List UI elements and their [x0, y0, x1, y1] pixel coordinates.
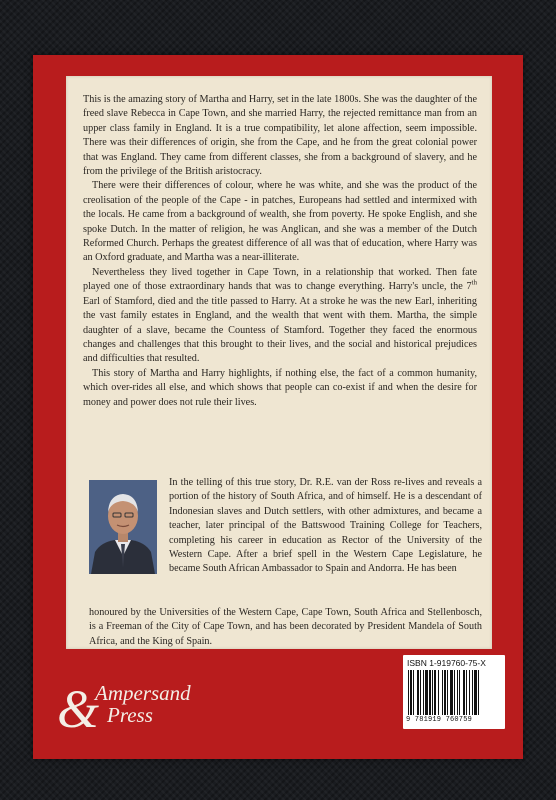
barcode-bar — [469, 670, 470, 715]
barcode-bar — [442, 670, 443, 715]
barcode-bar — [450, 670, 453, 715]
barcode-bar — [417, 670, 419, 715]
text-panel — [66, 76, 492, 649]
ordinal-suffix: th — [471, 278, 477, 287]
publisher-name-line-2: Press — [107, 703, 153, 727]
publisher-name-line-1: Ampersand — [95, 681, 191, 705]
author-bio-top: In the telling of this true story, Dr. R.E. van der Ross re-lives and reveals a portion of the history of South Africa, and of himself. He is a descendant of Indonesian slaves and Dutch settlers, with other admixtures, and became a teacher, later principal of the Battswood Training College for Teachers, completing his career in education as Rector of the University of the Western Cape. After a brief spell in the Western Cape Legislature, he became South African Ambassador to Spain and Andorra. He has been — [169, 477, 482, 575]
author-photo — [89, 480, 157, 574]
barcode-bar — [474, 670, 477, 715]
barcode-bar — [420, 670, 421, 715]
barcode-bar — [408, 670, 409, 715]
barcode-bar — [434, 670, 436, 715]
synopsis-paragraph-2: There were their differences of colour, where he was white, and she was the product of the creolisation of the people of the Cape - in patches, Europeans had settled and intermixed with the locals. He came from a background of wealth, she from poverty. He spoke English, and she spoke Dutch. In the matter of religion, he was Anglican, and she was a member of the Dutch Reformed Church. Perhaps the greatest difference of all was that of education, where Harry was an Oxford graduate, and Martha was a near-illiterate. — [83, 180, 477, 264]
publisher-logo — [57, 677, 247, 737]
synopsis-paragraph-4: This story of Martha and Harry highlights, if nothing else, the fact of a common humanity, which over-rides all else, and which shows that people can co-exist if and when the desire for money and power does not rule their lives. — [83, 367, 477, 408]
barcode-digits: 9 781919 760759 — [406, 716, 473, 724]
barcode-bars — [408, 670, 500, 715]
barcode-bar — [457, 670, 458, 715]
isbn-label: ISBN 1-919760-75-X — [407, 658, 486, 668]
synopsis-paragraph-3-start: Nevertheless they lived together in Cape Town, in a relationship that worked. Then fate played one of those extraordinary hands that was to change everything. Harry's uncle, the 7 — [83, 266, 477, 293]
barcode-bar — [425, 670, 428, 715]
synopsis-paragraph-3 — [83, 266, 477, 367]
synopsis-paragraph-3-end: Earl of Stamford, died and the title passed to Harry. At a stroke he was the new Earl, inheriting the vast family estates in England, and the wealth that went with them. Martha, the simple daughter of a slave, became the Countess of Stamford. Together they faced the enormous changes and challenges that this brought to their lives, and the social and historical prejudices and difficulties that resulted. — [83, 295, 477, 365]
barcode-bar — [472, 670, 473, 715]
barcode-bar — [429, 670, 431, 715]
barcode-bar — [444, 670, 446, 715]
barcode-bar — [447, 670, 448, 715]
book-back-cover — [33, 55, 523, 759]
barcode-bar — [459, 670, 460, 715]
barcode-bar — [466, 670, 467, 715]
barcode-bar — [438, 670, 439, 715]
barcode-bar — [454, 670, 455, 715]
barcode-bar — [432, 670, 433, 715]
isbn-barcode — [403, 655, 505, 729]
synopsis-paragraph-1: This is the amazing story of Martha and Harry, set in the late 1800s. She was the daughter of the freed slave Rebecca in Cape Town, and she married Harry, the rejected remittance man from an upper class family in England. It is a true compatibility, let alone affection, seem impossible. There was their differences of origin, she from the Cape, and he from the great colonial power that was England. They came from different classes, she from a background of slavery, and he from the privilege of the British aristocracy. — [83, 94, 477, 178]
author-bio-bottom: honoured by the Universities of the Western Cape, Cape Town, South Africa and Stellenbosch, is a Freeman of the City of Cape Town, and has been decorated by President Mandela of South Africa, and the King of Spain. — [89, 607, 482, 647]
barcode-bar — [423, 670, 424, 715]
ampersand-symbol: & — [57, 679, 100, 739]
barcode-bar — [463, 670, 465, 715]
barcode-bar — [410, 670, 412, 715]
barcode-bar — [413, 670, 414, 715]
synopsis — [83, 93, 477, 410]
barcode-bar — [478, 670, 479, 715]
